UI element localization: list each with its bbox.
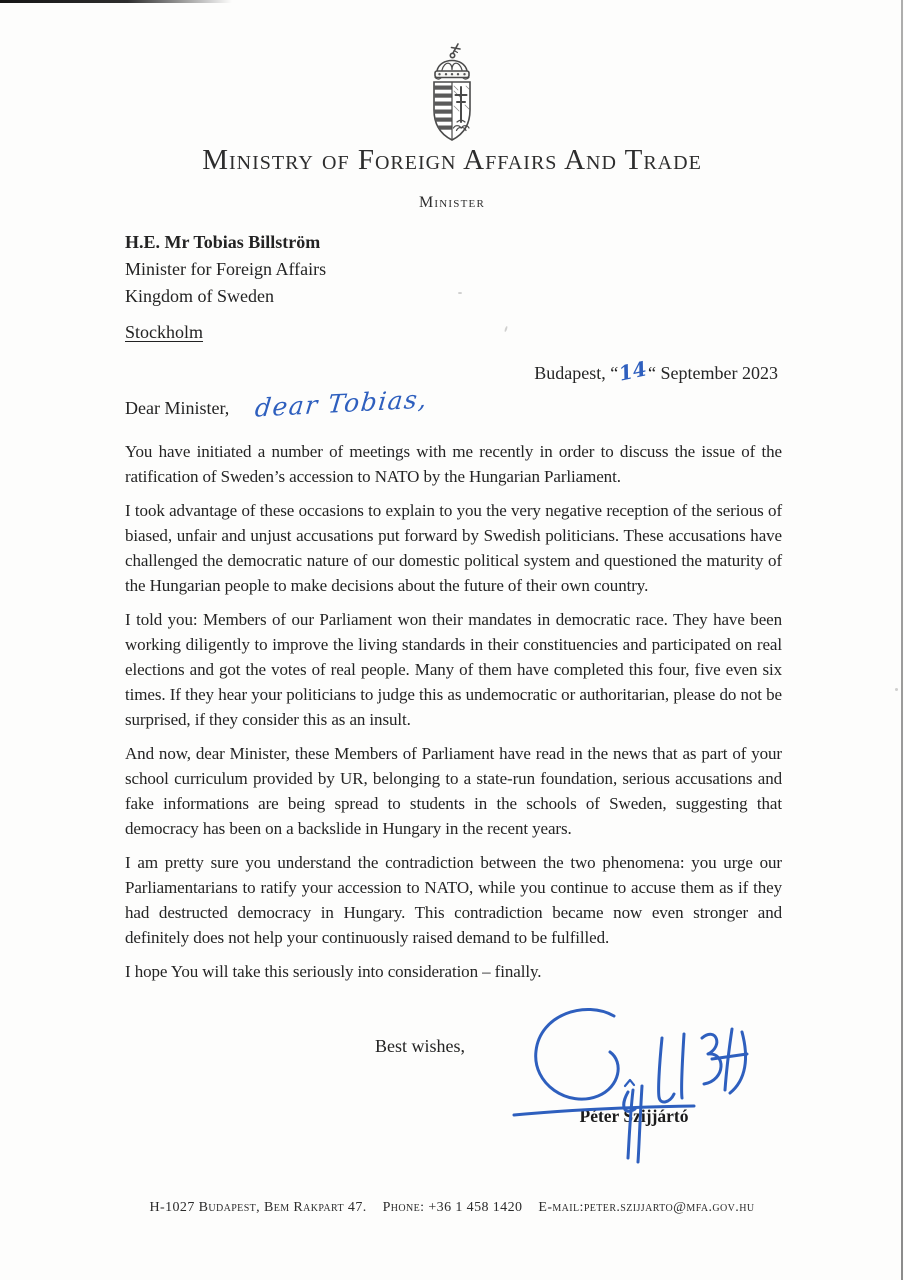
salutation-printed: Dear Minister, — [125, 398, 230, 418]
body-paragraph: You have initiated a number of meetings with me recently in order to discuss the issue of the ratification of Sweden’s accession to NATO by the Hungarian Parliament. — [125, 442, 782, 486]
scan-artifact-right-edge — [901, 0, 903, 1280]
scan-speck — [504, 326, 508, 332]
scan-artifact-top-edge — [0, 0, 232, 3]
minister-subtitle: Minister — [419, 194, 485, 211]
footer-phone: Phone: +36 1 458 1420 — [382, 1200, 523, 1215]
footer-email: E-mail:peter.szijjarto@mfa.gov.hu — [538, 1200, 755, 1215]
dateline — [534, 356, 778, 386]
dateline-prefix: Budapest, “ — [534, 363, 619, 383]
handwritten-day: 14 — [616, 356, 650, 386]
body-paragraph: I took advantage of these occasions to explain to you the very negative reception of the serious of biased, unfair and unjust accusations put forward by Swedish politicians. These accusations have challenged the democratic nature of our domestic political system and questioned the maturity of the Hungarian people to make decisions about the future of their own country. — [125, 501, 782, 595]
scan-speck — [895, 688, 898, 691]
body-paragraph: I told you: Members of our Parliament won their mandates in democratic race. They have been working diligently to improve the living standards in their constituencies and participated on real elections and got the votes of real people. Many of them have completed this four, five even six times. If they hear your politicians to judge this as undemocratic or authoritarian, please do not be surprised, if they consider this as an insult. — [125, 610, 782, 729]
ministry-title: Ministry of Foreign Affairs And Trade — [202, 144, 702, 176]
body-paragraph: I hope You will take this seriously into consideration – finally. — [125, 962, 542, 981]
letter-body — [125, 439, 782, 993]
hungarian-coat-of-arms-icon — [408, 42, 496, 142]
footer — [0, 1200, 904, 1216]
salutation — [125, 384, 430, 423]
salutation-handwritten: dear Tobias, — [253, 384, 430, 423]
valediction: Best wishes, — [375, 1036, 465, 1056]
body-paragraph: And now, dear Minister, these Members of Parliament have read in the news that as part of your school curriculum provided by UR, belonging to a state-run foundation, serious accusations and fake informations are being spread to students in the schools of Sweden, suggesting that democracy has been on a backslide in Hungary in the recent years. — [125, 744, 782, 838]
recipient-city: Stockholm — [125, 322, 204, 342]
footer-address: H-1027 Budapest, Bem Rakpart 47. — [149, 1200, 367, 1215]
body-paragraph: I am pretty sure you understand the contradiction between the two phenomena: you urge our Parliamentarians to ratify your accession to NATO, while you continue to accuse them as if they had destructed democracy in Hungary. This contradiction became now even stronger and definitely does not help your continuously raised demand to be fulfilled. — [125, 853, 782, 947]
recipient-block — [125, 229, 326, 346]
recipient-country: Kingdom of Sweden — [125, 286, 274, 306]
signature-icon — [498, 996, 762, 1172]
recipient-title: Minister for Foreign Affairs — [125, 259, 327, 279]
scan-speck — [458, 292, 462, 294]
recipient-name: H.E. Mr Tobias Billström — [125, 232, 321, 252]
signer-name: Péter Szijjártó — [579, 1106, 689, 1126]
dateline-suffix: “ September 2023 — [648, 363, 778, 383]
